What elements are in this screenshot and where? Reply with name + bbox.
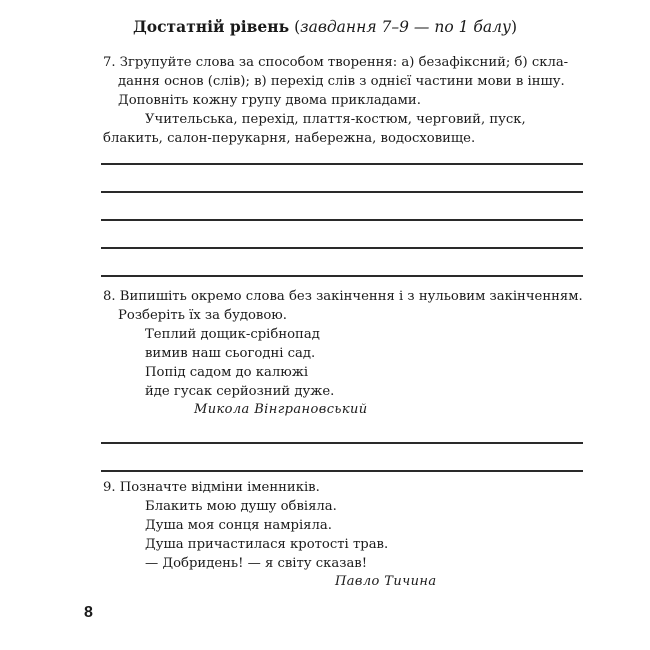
task-8-instruction-line: 8. Випишіть окремо слова без закінчення і з нульовим закінченням.: [103, 289, 583, 304]
task-7-instruction-line: Доповніть кожну групу двома прикладами.: [118, 93, 421, 108]
task-7-word-list: Учительська, перехід, плаття-костюм, черговий, пуск,: [145, 112, 526, 127]
poem-line: Душа моя сонця намріяла.: [145, 518, 332, 533]
poem-line: йде гусак серйозний дуже.: [145, 384, 335, 399]
answer-line[interactable]: [101, 275, 583, 277]
heading-note: завдання 7–9 — по 1 балу: [300, 18, 511, 36]
poem-line: Душа причастилася кротості трав.: [145, 537, 389, 552]
heading-paren: (: [289, 18, 301, 36]
page-number: 8: [84, 604, 93, 621]
poem-line: Блакить мою душу обвіяла.: [145, 499, 337, 514]
section-heading: [0, 17, 650, 36]
poem-author: Павло Тичина: [335, 574, 437, 589]
task-7-instruction-line: 7. Згрупуйте слова за способом творення: а) безафіксний; б) скла-: [103, 55, 569, 70]
poem-line: вимив наш сьогодні сад.: [145, 346, 316, 361]
heading-paren: ): [510, 18, 518, 36]
answer-line[interactable]: [101, 219, 583, 221]
task-9-instruction-line: 9. Позначте відміни іменників.: [103, 480, 320, 495]
answer-line[interactable]: [101, 163, 583, 165]
task-8-instruction-line: Розберіть їх за будовою.: [118, 308, 287, 323]
poem-line: Попід садом до калюжі: [145, 365, 309, 380]
answer-line[interactable]: [101, 442, 583, 444]
answer-line[interactable]: [101, 247, 583, 249]
task-7-instruction-line: дання основ (слів); в) перехід слів з однієї частини мови в іншу.: [118, 74, 565, 89]
poem-line: — Добридень! — я світу сказав!: [145, 556, 368, 571]
poem-author: Микола Вінграновський: [194, 402, 368, 417]
heading-level: Достатній рівень: [132, 17, 290, 36]
answer-line[interactable]: [101, 470, 583, 472]
task-7-word-list: блакить, салон-перукарня, набережна, водосховище.: [103, 131, 476, 146]
poem-line: Теплий дощик-срібнопад: [145, 327, 320, 342]
answer-line[interactable]: [101, 191, 583, 193]
